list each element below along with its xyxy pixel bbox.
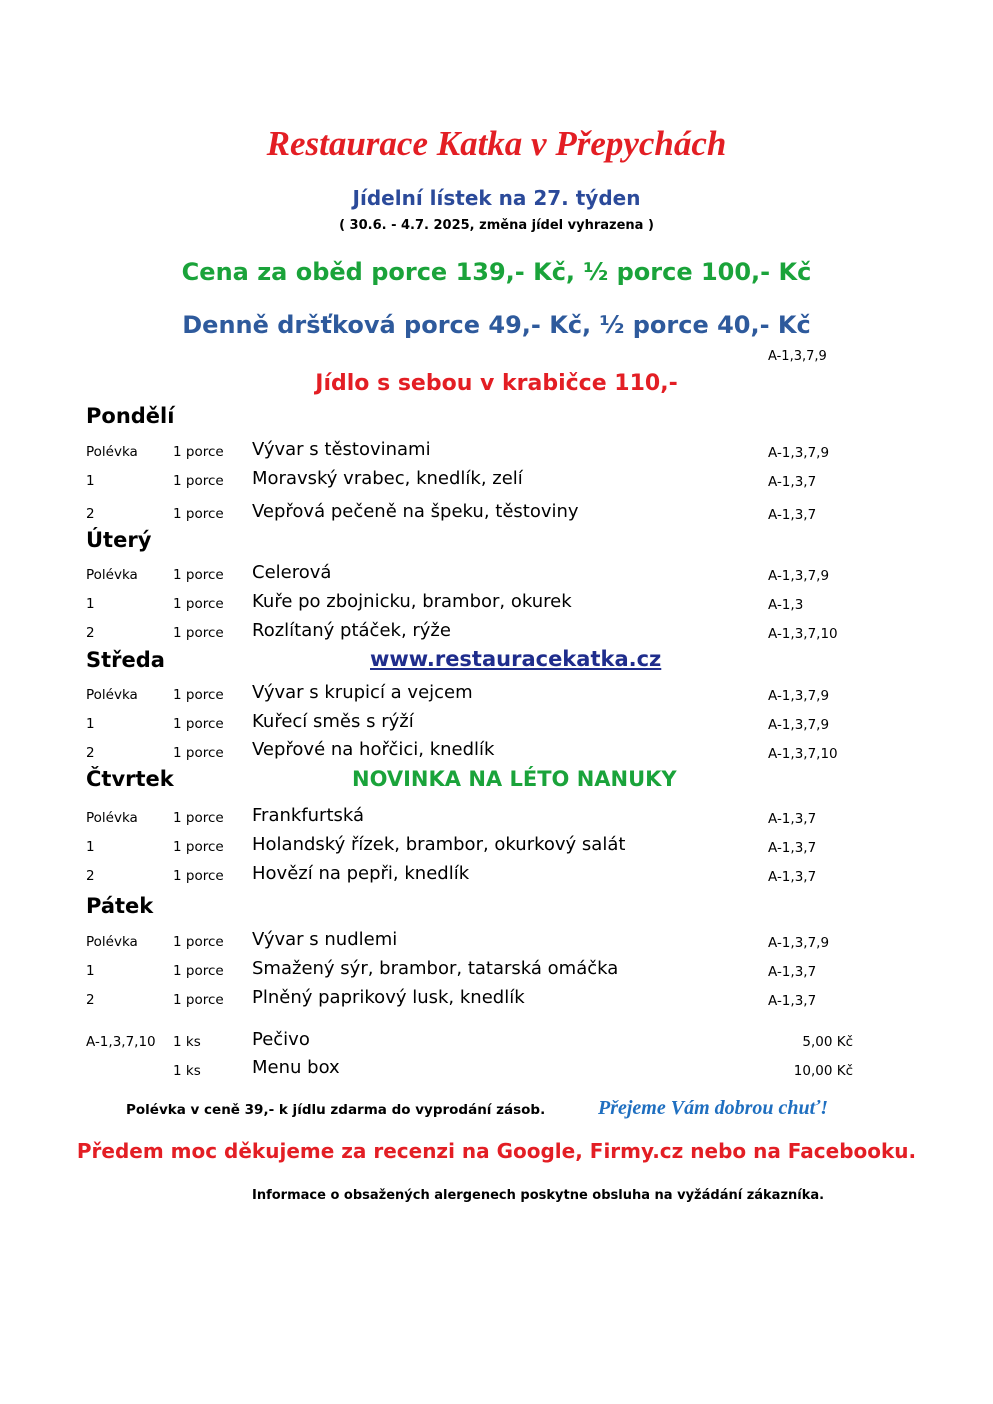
row-dish: Moravský vrabec, knedlík, zelí [252,468,523,489]
row-portion: 1 porce [173,810,224,826]
day-heading-tuesday: Úterý [86,528,152,552]
row-dish: Celerová [252,562,332,583]
menu-week-heading: Jídelní lístek na 27. týden [352,186,641,210]
bon-appetit-wish: Přejeme Vám dobrou chuť! [598,1097,829,1119]
row-portion: 1 porce [173,868,224,884]
extra-price: 10,00 Kč [793,1063,853,1079]
extra-item: Pečivo [252,1029,310,1050]
row-portion: 1 porce [173,596,224,612]
row-label: 2 [86,745,95,761]
row-allergens: A-1,3,7 [768,964,817,980]
row-label: 1 [86,716,95,732]
extra-qty: 1 ks [173,1063,201,1079]
row-label: 1 [86,839,95,855]
extra-price: 5,00 Kč [802,1034,853,1050]
row-label: 2 [86,868,95,884]
website-link[interactable]: www.restauracekatka.cz [370,647,662,671]
row-allergens: A-1,3,7,9 [768,568,830,584]
row-label: Polévka [86,567,138,583]
row-portion: 1 porce [173,567,224,583]
review-thanks: Předem moc děkujeme za recenzi na Google, Firmy.cz nebo na Facebooku. [76,1139,917,1163]
row-portion: 1 porce [173,745,224,761]
row-dish: Vývar s nudlemi [252,929,398,950]
row-dish: Vepřové na hořčici, knedlík [252,739,495,760]
row-allergens: A-1,3,7,9 [768,935,830,951]
day-heading-monday: Pondělí [86,404,175,428]
row-allergens: A-1,3,7,9 [768,445,830,461]
row-dish: Holandský řízek, brambor, okurkový salát [252,834,626,855]
row-allergens: A-1,3,7 [768,507,817,523]
row-allergens: A-1,3,7 [768,993,817,1009]
row-allergens: A-1,3,7 [768,811,817,827]
row-label: 2 [86,625,95,641]
row-allergens: A-1,3,7,10 [768,626,838,642]
row-portion: 1 porce [173,934,224,950]
row-allergens: A-1,3 [768,597,804,613]
row-portion: 1 porce [173,963,224,979]
lunch-price: Cena za oběd porce 139,- Kč, ½ porce 100,- Kč [181,258,812,286]
row-allergens: A-1,3,7 [768,474,817,490]
extra-allergens: A-1,3,7,10 [86,1034,156,1050]
day-heading-thursday: Čtvrtek [86,767,174,791]
row-portion: 1 porce [173,625,224,641]
row-portion: 1 porce [173,839,224,855]
row-label: Polévka [86,810,138,826]
promo-banner: NOVINKA NA LÉTO NANUKY [352,767,677,791]
extra-qty: 1 ks [173,1034,201,1050]
allergen-info: Informace o obsažených alergenech poskytne obsluha na vyžádání zákazníka. [252,1188,825,1203]
tripe-allergens: A-1,3,7,9 [768,349,827,364]
row-allergens: A-1,3,7 [768,869,817,885]
row-label: 2 [86,992,95,1008]
row-dish: Kuřecí směs s rýží [252,711,414,732]
row-label: Polévka [86,444,138,460]
row-dish: Kuře po zbojnicku, brambor, okurek [252,591,572,612]
row-label: 2 [86,506,95,522]
row-portion: 1 porce [173,506,224,522]
extra-item: Menu box [252,1057,340,1078]
row-dish: Rozlítaný ptáček, rýže [252,620,451,641]
row-portion: 1 porce [173,473,224,489]
row-label: 1 [86,963,95,979]
tripe-soup-price: Denně dršťková porce 49,- Kč, ½ porce 40,- Kč [182,311,811,339]
row-dish: Vývar s těstovinami [252,439,431,460]
row-label: Polévka [86,687,138,703]
row-allergens: A-1,3,7,10 [768,746,838,762]
row-dish: Vepřová pečeně na špeku, těstoviny [252,501,579,522]
row-allergens: A-1,3,7 [768,840,817,856]
row-portion: 1 porce [173,716,224,732]
day-heading-wednesday: Středa [86,648,165,672]
row-allergens: A-1,3,7,9 [768,717,830,733]
restaurant-title: Restaurace Katka v Přepychách [266,124,727,163]
row-dish: Hovězí na pepři, knedlík [252,863,470,884]
row-dish: Smažený sýr, brambor, tatarská omáčka [252,958,619,979]
row-portion: 1 porce [173,687,224,703]
row-portion: 1 porce [173,992,224,1008]
row-dish: Plněný paprikový lusk, knedlík [252,987,525,1008]
takeaway-price: Jídlo s sebou v krabičce 110,- [315,371,678,396]
day-heading-friday: Pátek [86,894,154,918]
row-dish: Vývar s krupicí a vejcem [252,682,473,703]
row-label: 1 [86,473,95,489]
row-dish: Frankfurtská [252,805,365,826]
row-portion: 1 porce [173,444,224,460]
row-label: 1 [86,596,95,612]
row-label: Polévka [86,934,138,950]
menu-dates: ( 30.6. - 4.7. 2025, změna jídel vyhrazena ) [339,218,654,233]
soup-note: Polévka v ceně 39,- k jídlu zdarma do vyprodání zásob. [126,1102,546,1118]
row-allergens: A-1,3,7,9 [768,688,830,704]
